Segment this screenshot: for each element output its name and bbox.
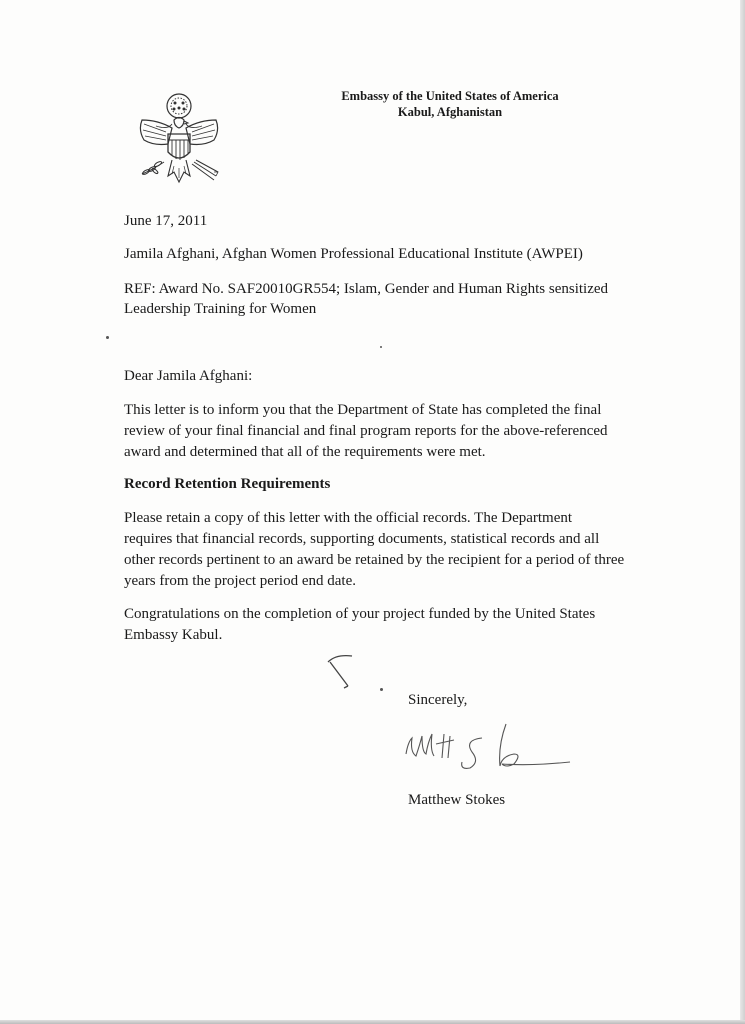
scan-speck (380, 688, 383, 691)
paragraph-2-line-3: other records pertinent to an award be retained by the recipient for a period of three (124, 552, 625, 568)
reference-line-1: REF: Award No. SAF20010GR554; Islam, Gender and Human Rights sensitized (124, 281, 609, 297)
letterhead-location: Kabul, Afghanistan (397, 105, 503, 119)
salutation: Dear Jamila Afghani: (124, 368, 253, 384)
paragraph-2-line-1: Please retain a copy of this letter with the official records. The Department (124, 510, 573, 526)
paragraph-2-line-2: requires that financial records, supporting documents, statistical records and all (124, 531, 600, 547)
scan-speck (106, 336, 109, 339)
paragraph-3-line-2: Embassy Kabul. (124, 627, 223, 643)
closing-sincerely: Sincerely, (408, 692, 468, 708)
page-edge (740, 0, 745, 1024)
section-heading-record-retention: Record Retention Requirements (124, 476, 331, 492)
paragraph-1-line-1: This letter is to inform you that the Department of State has completed the final (124, 402, 602, 418)
letter-date: June 17, 2011 (124, 213, 208, 229)
paragraph-3-line-1: Congratulations on the completion of your project funded by the United States (124, 606, 596, 622)
great-seal-eagle-icon (128, 90, 230, 194)
paragraph-2-line-4: years from the project period end date. (124, 573, 356, 589)
scan-speck (380, 346, 382, 348)
letterhead-embassy-name: Embassy of the United States of America (341, 89, 559, 103)
letterhead (300, 88, 600, 120)
paragraph-1-line-3: award and determined that all of the requirements were met. (124, 444, 486, 460)
signatory-name: Matthew Stokes (408, 792, 506, 808)
letter-recipient: Jamila Afghani, Afghan Women Professional Educational Institute (AWPEI) (124, 246, 583, 262)
page-edge (0, 1020, 745, 1024)
handwritten-signature (402, 718, 582, 780)
reference-line-2: Leadership Training for Women (124, 301, 317, 317)
paragraph-1-line-2: review of your final financial and final program reports for the above-referenced (124, 423, 608, 439)
